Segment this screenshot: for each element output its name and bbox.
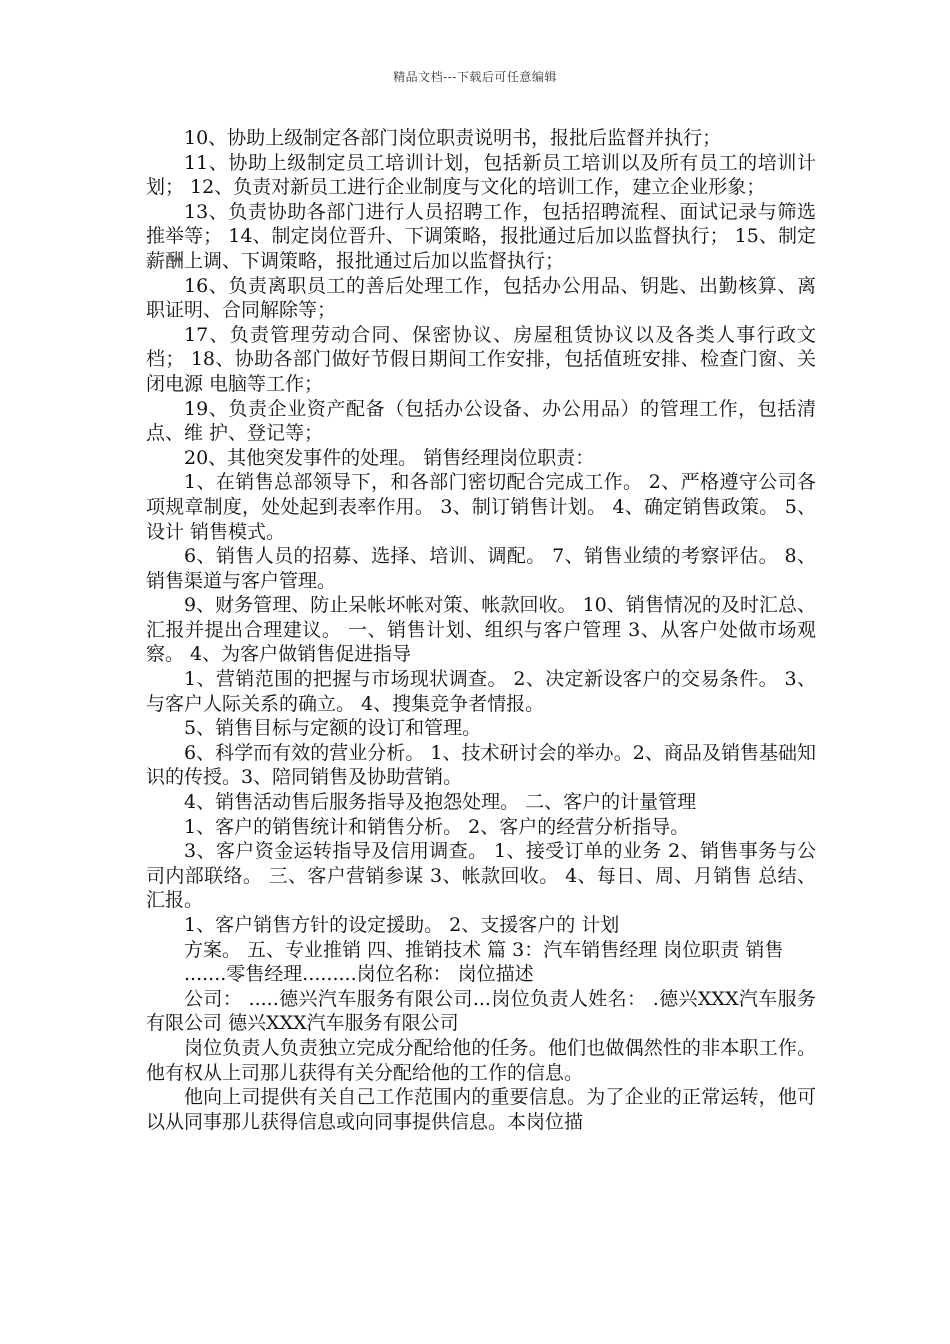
paragraph: 9、财务管理、防止呆帐坏帐对策、帐款回收。 10、销售情况的及时汇总、汇报并提出合理建议。 一、销售计划、组织与客户管理 3、从客户处做市场观察。 4、为客户做销售促进指导 — [146, 594, 816, 666]
paragraph: 他向上司提供有关自己工作范围内的重要信息。为了企业的正常运转，他可以从同事那儿获得信息或向同事提供信息。本岗位描 — [146, 1086, 816, 1133]
paragraph: 13、负责协助各部门进行人员招聘工作，包括招聘流程、面试记录与筛选推举等； 14、制定岗位晋升、下调策略，报批通过后加以监督执行； 15、制定薪酬上调、下调策略，报批通过后加以监督执行； — [146, 200, 816, 272]
paragraph: 11、协助上级制定员工培训计划，包括新员工培训以及所有员工的培训计划； 12、负责对新员工进行企业制度与文化的培训工作，建立企业形象； — [146, 151, 816, 199]
paragraph: 5、销售目标与定额的设订和管理。 — [184, 717, 482, 740]
paragraph: 20、其他突发事件的处理。 销售经理岗位职责： — [184, 446, 595, 469]
paragraph: 3、客户资金运转指导及信用调查。 1、接受订单的业务 2、销售事务与公司内部联络。 三、客户营销参谋 3、帐款回收。 4、每日、周、月销售 总结、汇报。 — [146, 840, 816, 912]
paragraph: 16、负责离职员工的善后处理工作，包括办公用品、钥匙、出勤核算、离职证明、合同解除等； — [146, 274, 816, 322]
paragraph: 1、客户销售方针的设定援助。 2、支援客户的 计划 — [184, 914, 620, 936]
paragraph: 17、负责管理劳动合同、保密协议、房屋租赁协议以及各类人事行政文档； 18、协助各部门做好节假日期间工作安排，包括值班安排、检查门窗、关闭电源 电脑等工作； — [146, 323, 816, 395]
paragraph: 方案。 五、专业推销 四、推销技术 篇 3：汽车销售经理 岗位职责 销售 — [184, 938, 784, 961]
paragraph: 1、客户的销售统计和销售分析。 2、客户的经营分析指导。 — [184, 815, 690, 838]
page-header: 精品文档---下载后可任意编辑 — [393, 70, 557, 84]
paragraph: 6、销售人员的招募、选择、培训、调配。 7、销售业绩的考察评估。 8、销售渠道与客户管理。 — [146, 545, 816, 592]
paragraph: .......零售经理.........岗位名称： 岗位描述 — [184, 963, 534, 986]
paragraph: 岗位负责人负责独立完成分配给他的任务。他们也做偶然性的非本职工作。 他有权从上司那儿获得有关分配给他的工作的信息。 — [146, 1036, 816, 1084]
paragraph: 公司： .....德兴汽车服务有限公司...岗位负责人姓名： .德兴XXX汽车服务有限公司 德兴XXX汽车服务有限公司 — [146, 987, 816, 1035]
paragraph: 1、营销范围的把握与市场现状调查。 2、决定新设客户的交易条件。 3、与客户人际关系的确立。 4、搜集竞争者情报。 — [146, 668, 816, 715]
paragraph: 19、负责企业资产配备（包括办公设备、办公用品）的管理工作，包括清点、维 护、登记等； — [146, 397, 816, 445]
paragraph: 4、销售活动售后服务指导及抱怨处理。 二、客户的计量管理 — [184, 791, 697, 814]
paragraph: 6、科学而有效的营业分析。 1、技术研讨会的举办。2、商品及销售基础知识的传授。3、陪同销售及协助营销。 — [146, 741, 816, 789]
paragraph: 10、协助上级制定各部门岗位职责说明书，报批后监督并执行； — [184, 127, 722, 149]
paragraph: 1、在销售总部领导下，和各部门密切配合完成工作。 2、严格遵守公司各项规章制度，处处起到表率作用。 3、制订销售计划。 4、确定销售政策。 5、设计 销售模式。 — [146, 471, 816, 543]
document-body — [146, 126, 816, 1134]
